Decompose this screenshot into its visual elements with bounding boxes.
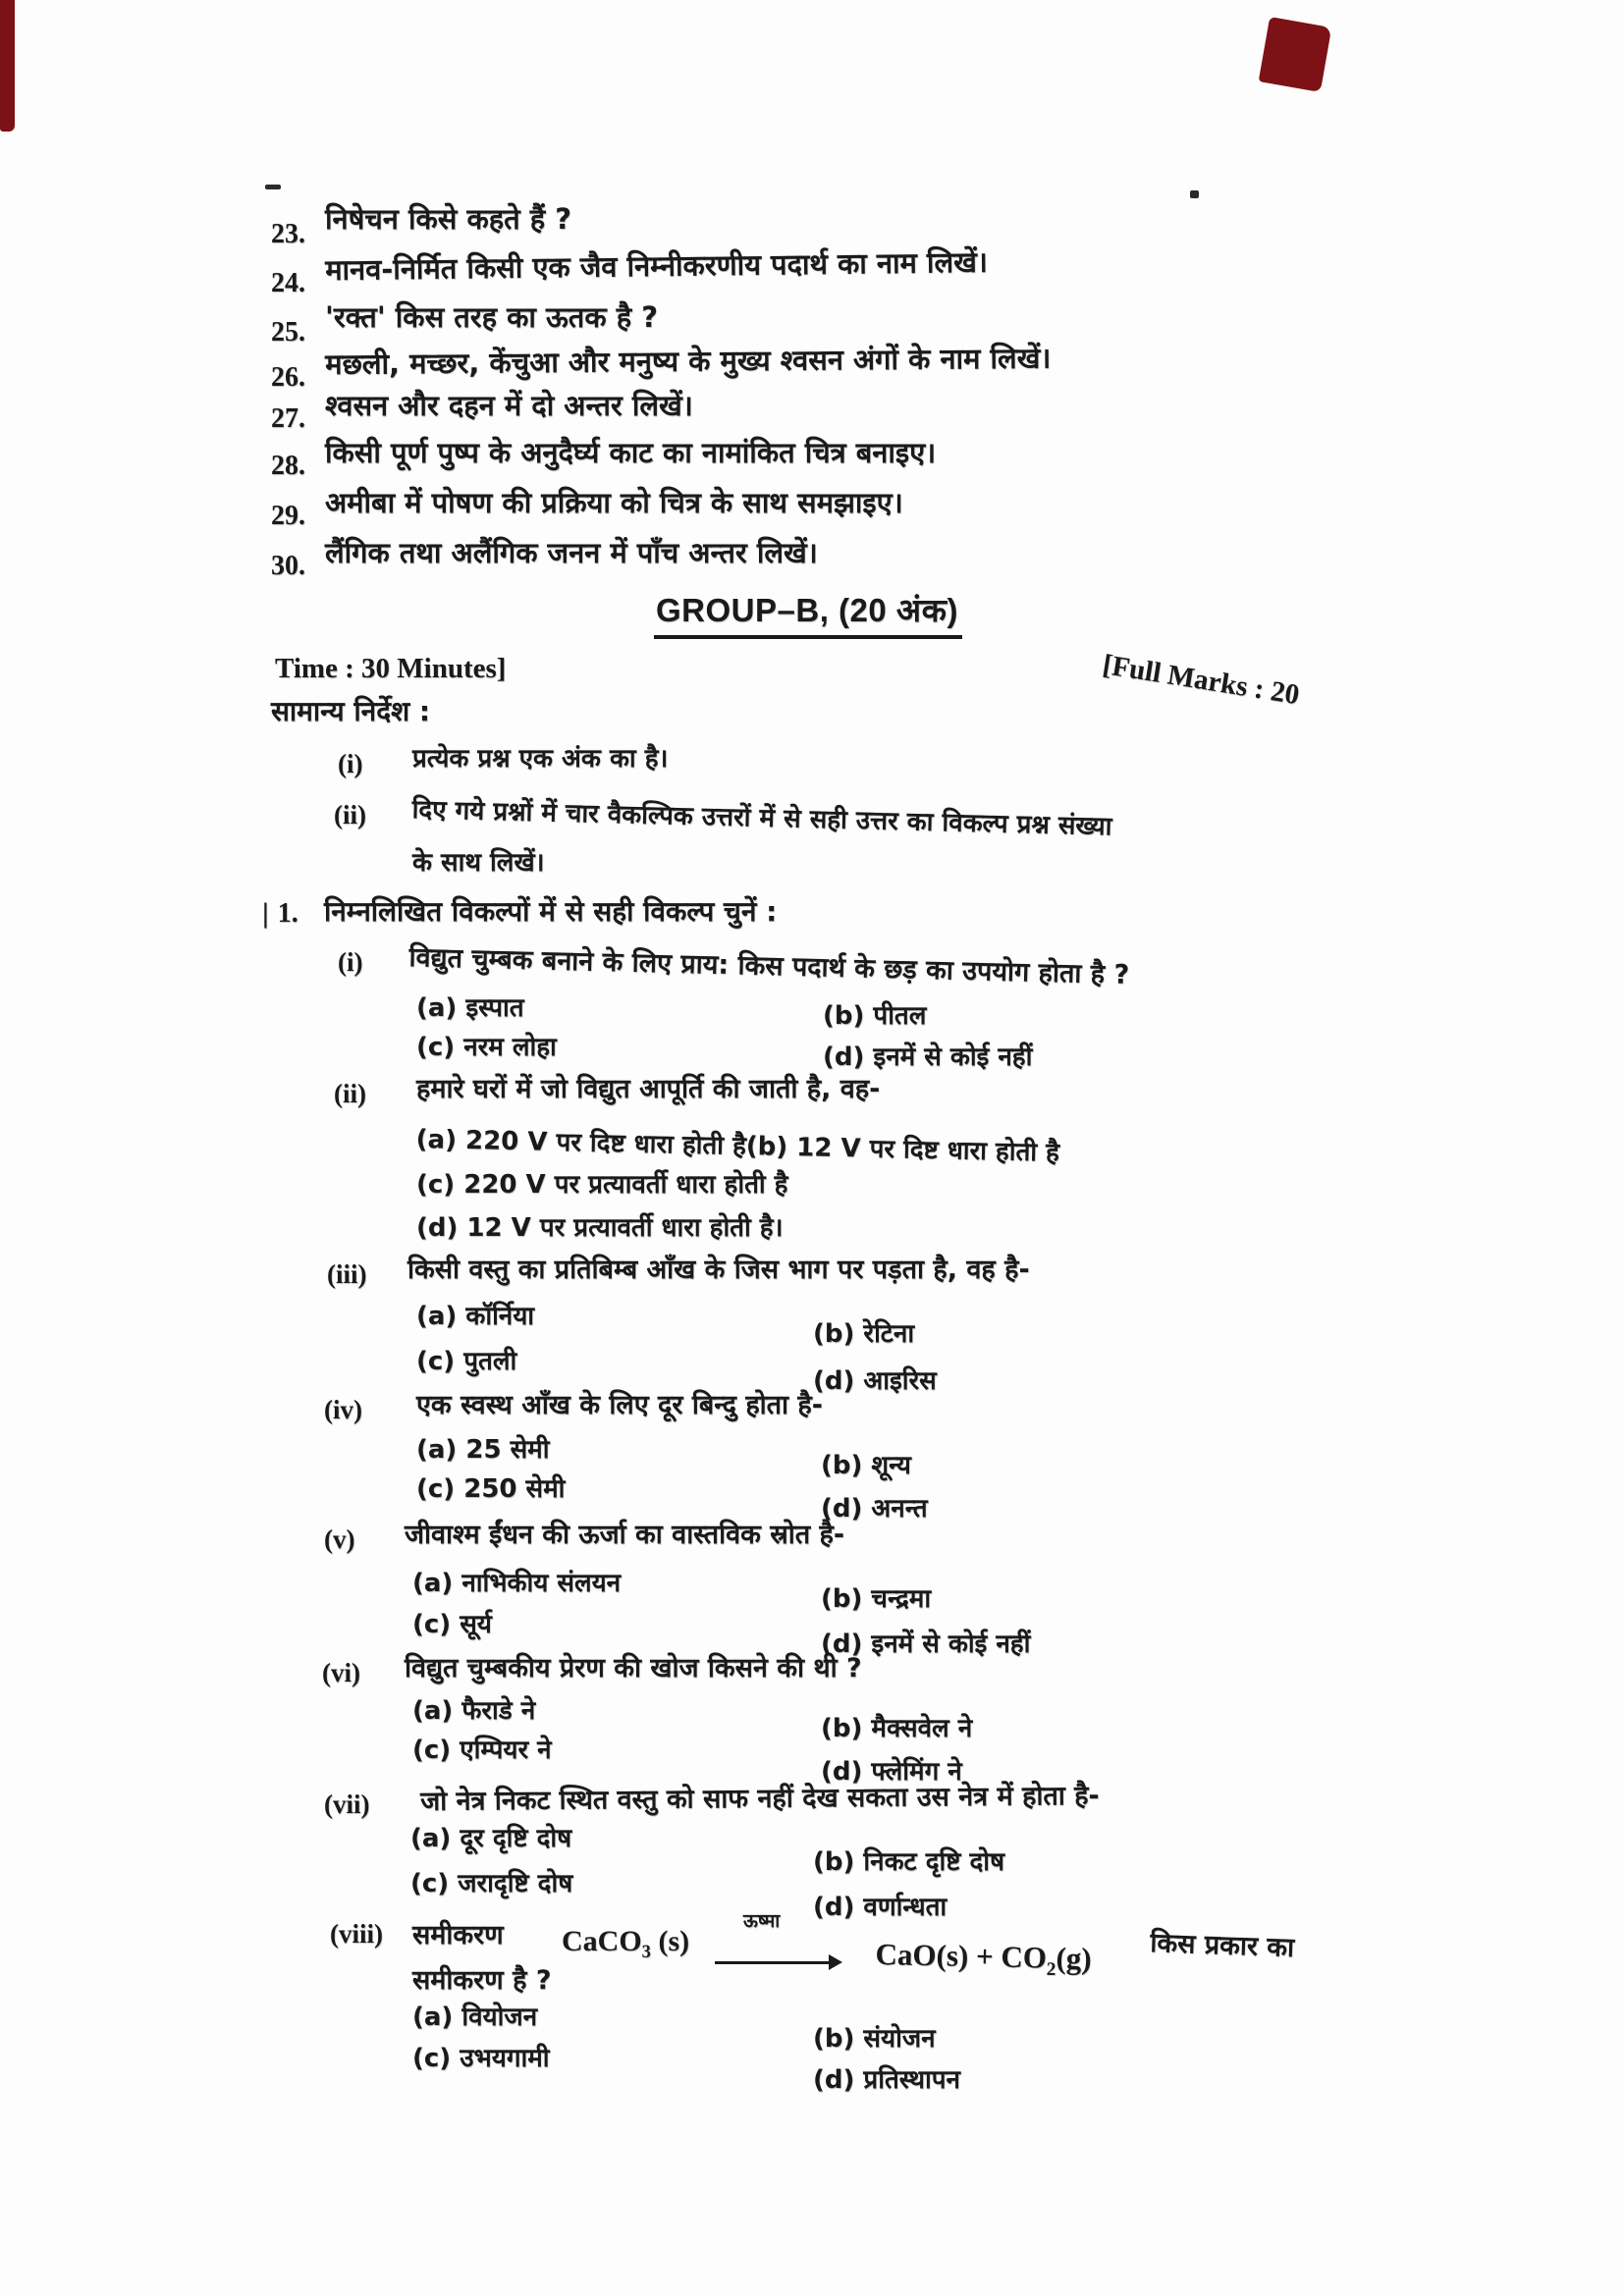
red-scan-mark-right xyxy=(1259,17,1332,92)
question-25-number: 25. xyxy=(271,317,305,347)
mcq-v-option-d: (d) इनमें से कोई नहीं xyxy=(821,1629,1031,1659)
question-1-number xyxy=(261,897,298,931)
question-1-text: निम्नलिखित विकल्पों में से सही विकल्प चुनें : xyxy=(324,895,778,928)
reaction-arrow-head-icon xyxy=(829,1954,842,1970)
instruction-ii-text: दिए गये प्रश्नों में चार वैकल्पिक उत्तरों में से सही उत्तर का विकल्प प्रश्न संख्या xyxy=(411,795,1112,842)
mcq-iv-option-a: (a) 25 सेमी xyxy=(416,1435,550,1465)
mcq-iii-option-c: (c) पुतली xyxy=(416,1347,517,1376)
mcq-vi-option-b: (b) मैक्सवेल ने xyxy=(821,1714,973,1743)
mcq-vii-number: (vii) xyxy=(324,1789,370,1819)
question-24-text: मानव-निर्मित किसी एक जैव निम्नीकरणीय पदार्थ का नाम लिखें। xyxy=(325,244,989,287)
mcq-iv-option-c: (c) 250 सेमी xyxy=(416,1474,566,1504)
mcq-vii-option-a: (a) दूर दृष्टि दोष xyxy=(410,1824,572,1853)
mcq-viii-option-d: (d) प्रतिस्थापन xyxy=(813,2065,960,2095)
mcq-i-number: (i) xyxy=(338,947,363,977)
question-25-text: 'रक्त' किस तरह का ऊतक है ? xyxy=(325,300,659,334)
mcq-vii-question: जो नेत्र निकट स्थित वस्तु को साफ नहीं देख सकता उस नेत्र में होता है- xyxy=(420,1780,1100,1817)
mcq-iii-option-b: (b) रेटिना xyxy=(813,1319,915,1349)
equation-reactant-subscript: 3 xyxy=(641,1942,651,1962)
mcq-ii-option-c: (c) 220 V पर प्रत्यावर्ती धारा होती है xyxy=(416,1170,788,1200)
mcq-ii-question: हमारे घरों में जो विद्युत आपूर्ति की जाती है, वह- xyxy=(416,1074,881,1104)
mcq-vii-option-b: (b) निकट दृष्टि दोष xyxy=(813,1847,1005,1877)
question-23-number: 23. xyxy=(271,219,305,249)
question-29-number: 29. xyxy=(271,501,305,531)
mcq-v-option-c: (c) सूर्य xyxy=(412,1610,492,1639)
question-27-text: श्वसन और दहन में दो अन्तर लिखें। xyxy=(325,389,693,422)
equation-products xyxy=(875,1936,1092,1982)
mcq-ii-option-ab: (a) 220 V पर दिष्ट धारा होती है(b) 12 V पर दिष्ट धारा होती है xyxy=(415,1125,1060,1168)
equation-reactant-formula: CaCO xyxy=(562,1925,642,1957)
scan-speck xyxy=(1190,190,1199,198)
equation-heat-label: ऊष्मा xyxy=(743,1910,781,1932)
mcq-vi-question: विद्युत चुम्बकीय प्रेरण की खोज किसने की थी ? xyxy=(405,1653,862,1683)
equation-product-subscript: 2 xyxy=(1046,1958,1056,1981)
equation-product-state: (g) xyxy=(1056,1940,1093,1976)
mcq-iv-question: एक स्वस्थ आँख के लिए दूर बिन्दु होता है- xyxy=(416,1390,823,1420)
mcq-i-option-a: (a) इस्पात xyxy=(416,993,524,1023)
mcq-v-option-b: (b) चन्द्रमा xyxy=(821,1584,932,1614)
mcq-iii-question: किसी वस्तु का प्रतिबिम्ब आँख के जिस भाग पर पड़ता है, वह है- xyxy=(407,1255,1030,1285)
mcq-vi-number: (vi) xyxy=(322,1658,360,1687)
mcq-viii-question-line2: समीकरण है ? xyxy=(412,1965,552,1996)
mcq-ii-number: (ii) xyxy=(334,1079,366,1108)
mcq-viii-number: (viii) xyxy=(330,1919,383,1949)
time-allowed: Time : 30 Minutes] xyxy=(275,653,507,684)
question-27-number: 27. xyxy=(271,403,305,434)
mcq-vii-option-d: (d) वर्णान्धता xyxy=(813,1893,947,1922)
mcq-iii-option-a: (a) कॉर्निया xyxy=(416,1302,535,1331)
mcq-viii-question-tail: किस प्रकार का xyxy=(1149,1928,1295,1964)
instruction-ii-number: (ii) xyxy=(334,800,366,829)
mcq-iv-number: (iv) xyxy=(324,1395,362,1424)
question-30-number: 30. xyxy=(271,551,305,581)
question-26-text: मछली, मच्छर, केंचुआ और मनुष्य के मुख्य श्वसन अंगों के नाम लिखें। xyxy=(325,341,1052,381)
mcq-i-question: विद्युत चुम्बक बनाने के लिए प्राय: किस पदार्थ के छड़ का उपयोग होता है ? xyxy=(408,942,1130,990)
mcq-v-option-a: (a) नाभिकीय संलयन xyxy=(412,1569,622,1598)
equation-product-formula: CaO(s) + CO xyxy=(875,1936,1048,1975)
mcq-v-question: जीवाश्म ईंधन की ऊर्जा का वास्तविक स्रोत है- xyxy=(405,1520,845,1550)
mcq-viii-option-b: (b) संयोजन xyxy=(813,2024,936,2054)
mcq-v-number: (v) xyxy=(324,1524,355,1554)
mcq-viii-question-word: समीकरण xyxy=(412,1920,504,1950)
mcq-vi-option-c: (c) एम्पियर ने xyxy=(412,1735,552,1765)
instruction-i-text: प्रत्येक प्रश्न एक अंक का है। xyxy=(412,744,669,774)
instruction-i-number: (i) xyxy=(338,749,363,778)
question-29-text: अमीबा में पोषण की प्रक्रिया को चित्र के साथ समझाइए। xyxy=(325,486,903,519)
mcq-iii-option-d: (d) आइरिस xyxy=(813,1366,937,1396)
red-scan-mark-left xyxy=(0,0,15,132)
question-30-text: लैंगिक तथा अलैंगिक जनन में पाँच अन्तर लिखें। xyxy=(325,536,818,569)
mcq-viii-option-a: (a) वियोजन xyxy=(412,2002,538,2032)
mcq-i-option-c: (c) नरम लोहा xyxy=(416,1033,557,1062)
group-b-heading: GROUP–B, (20 अंक) xyxy=(654,591,962,639)
mcq-iii-number: (iii) xyxy=(327,1259,367,1289)
question-24-number: 24. xyxy=(271,268,305,298)
scan-edge-mark: | xyxy=(261,899,270,929)
full-marks: [Full Marks : 20 xyxy=(1100,648,1302,712)
question-28-text: किसी पूर्ण पुष्प के अनुदैर्घ्य काट का नामांकित चित्र बनाइए। xyxy=(325,436,937,469)
mcq-iv-option-b: (b) शून्य xyxy=(821,1451,911,1480)
mcq-vi-option-a: (a) फैराडे ने xyxy=(412,1696,536,1726)
reaction-arrow-icon xyxy=(715,1961,831,1964)
equation-reactant-state: (s) xyxy=(650,1925,690,1957)
mcq-vii-option-c: (c) जरादृष्टि दोष xyxy=(410,1869,573,1898)
mcq-i-option-b: (b) पीतल xyxy=(823,1001,927,1031)
equation-reactant xyxy=(562,1924,689,1964)
mcq-i-option-d: (d) इनमें से कोई नहीं xyxy=(823,1042,1033,1072)
scan-speck xyxy=(265,185,281,189)
mcq-vi-option-d: (d) फ्लेमिंग ने xyxy=(821,1757,962,1787)
mcq-iv-option-d: (d) अनन्त xyxy=(821,1494,928,1523)
question-23-text: निषेचन किसे कहते हैं ? xyxy=(325,202,572,236)
question-26-number: 26. xyxy=(271,362,305,393)
instruction-ii-text-continued: के साथ लिखें। xyxy=(412,848,545,878)
question-1-num-text: 1. xyxy=(277,898,298,929)
question-28-number: 28. xyxy=(271,451,305,481)
mcq-ii-option-d: (d) 12 V पर प्रत्यावर्ती धारा होती है। xyxy=(416,1213,784,1243)
mcq-viii-option-c: (c) उभयगामी xyxy=(412,2044,550,2073)
general-instructions-label: सामान्य निर्देश : xyxy=(271,695,431,727)
